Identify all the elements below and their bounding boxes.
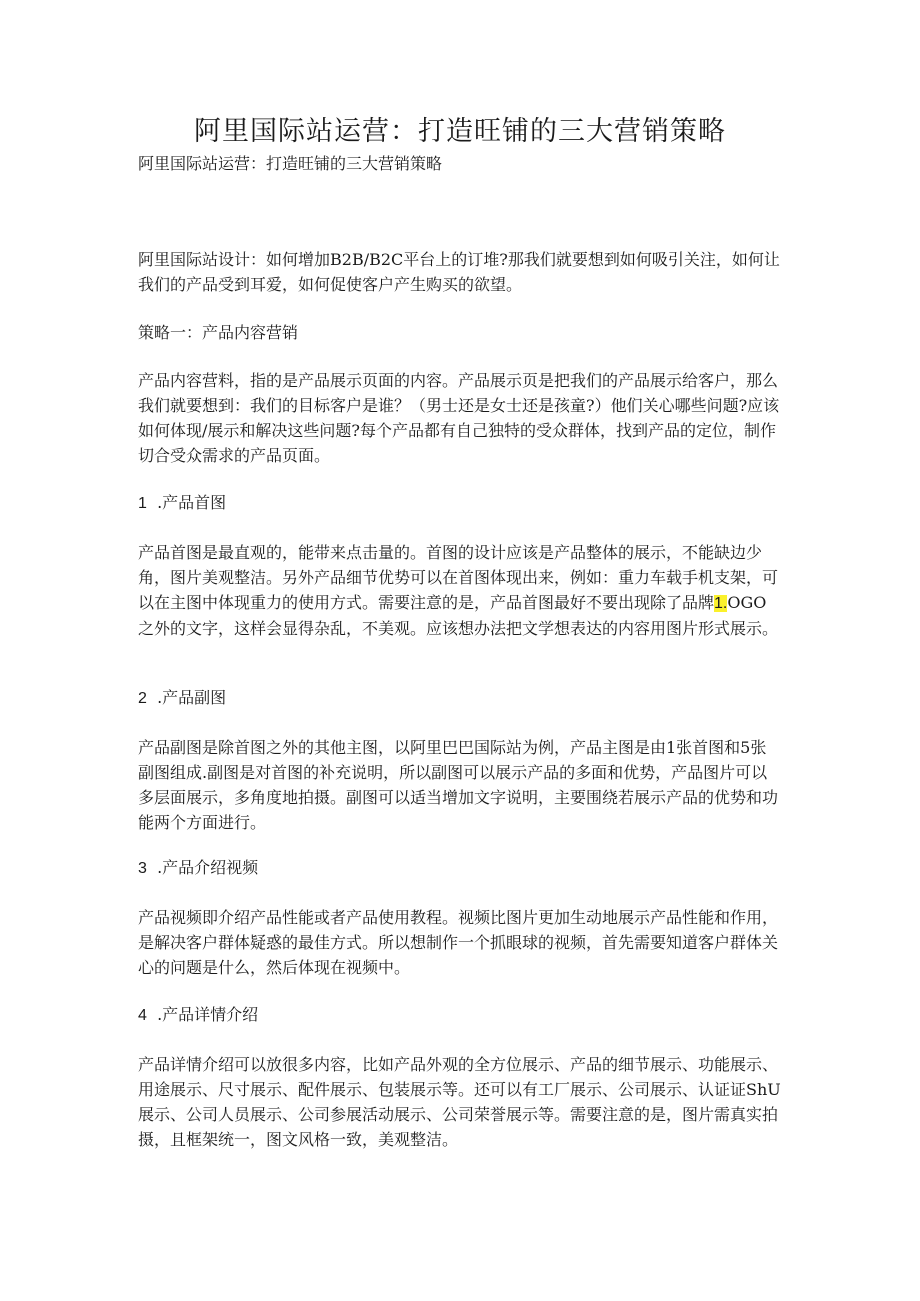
section-title-1: .产品首图: [157, 493, 227, 512]
strategy1-paragraph: 产品内容营料，指的是产品展示页面的内容。产品展示页是把我们的产品展示给客户，那么我们就要想到：我们的目标客户是谁？（男士还是女士还是孩童?）他们关心哪些问题?应该如何体现/展示和解决这些问题?每个产品都有自己独特的受众群体，找到产品的定位，制作切合受众需求的产品页面。: [138, 371, 780, 465]
document-subtitle: 阿里国际站运营：打造旺铺的三大营销策略: [138, 154, 443, 173]
highlighted-text: 1.: [714, 595, 728, 612]
section-title-4: .产品详情介绍: [157, 1005, 259, 1024]
section-paragraph-3: 产品视频即介绍产品性能或者产品使用教程。视频比图片更加生动地展示产品性能和作用，是解决客户群体疑惑的最佳方式。所以想制作一个抓眼球的视频，首先需要知道客户群体关心的问题是什么，然后体现在视频中。: [138, 908, 779, 977]
section-body-1a: 产品首图是最直观的，能带来点击量的。首图的设计应该是产品整体的展示，不能缺边少角，图片美观整洁。另外产品细节优势可以在首图体现出来，例如：重力车载手机支架，可以在主图中体现重力的使用方式。需要注意的是，产品首图最好不要出现除了品牌: [138, 543, 779, 612]
section-paragraph-1: [138, 540, 782, 641]
intro-paragraph: 阿里国际站设计：如何增加B2B/B2C平台上的订堆?那我们就要想到如何吸引关注，如何让我们的产品受到耳爱，如何促使客户产生购买的欲望。: [138, 250, 780, 294]
section-paragraph-4: 产品详情介绍可以放很多内容，比如产品外观的全方位展示、产品的细节展示、功能展示、用途展示、尺寸展示、配件展示、包装展示等。还可以有工厂展示、公司展示、认证证ShU展示、公司人员展示、公司参展活动展示、公司荣誉展示等。需要注意的是，图片需真实拍摄，且框架统一，图文风格一致，美观整洁。: [138, 1055, 781, 1149]
section-heading-4: [138, 1003, 782, 1028]
section-number-2: 2: [138, 690, 147, 707]
section-title-3: .产品介绍视频: [157, 858, 259, 877]
section-number-4: 4: [138, 1007, 147, 1024]
section-paragraph-2: 产品副图是除首图之外的其他主图，以阿里巴巴国际站为例，产品主图是由1张首图和5张副图组成.副图是对首图的补充说明，所以副图可以展示产品的多面和优势，产品图片可以多层面展示，多角度地拍摄。副图可以适当增加文字说明，主要围绕若展示产品的优势和功能两个方面进行。: [138, 738, 779, 832]
section-heading-1: [138, 491, 782, 516]
section-title-2: .产品副图: [157, 688, 227, 707]
section-body-1b: OGO之外的文字，这样会显得杂乱，不美观。应该想办法把文学想表达的内容用图片形式展示。: [138, 593, 779, 638]
section-number-1: 1: [138, 495, 147, 512]
strategy1-heading: 策略一：产品内容营销: [138, 323, 299, 342]
document-title: 阿里国际站运营：打造旺铺的三大营销策略: [194, 116, 726, 147]
section-heading-2: [138, 686, 782, 711]
section-number-3: 3: [138, 860, 147, 877]
section-heading-3: [138, 856, 782, 881]
